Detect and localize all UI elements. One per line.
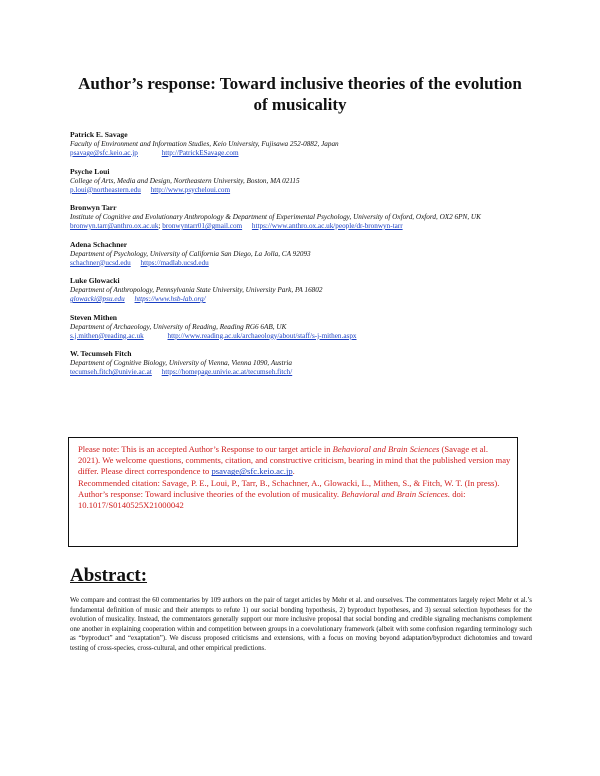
author-email-link[interactable]: glowacki@psu.edu [70,295,125,303]
author-email-link[interactable]: psavage@sfc.keio.ac.jp [70,149,138,157]
author-contacts [70,332,540,342]
author-contacts [70,149,540,159]
author-email-link[interactable]: tecumseh.fitch@univie.ac.at [70,368,152,376]
author-email-link[interactable]: schachner@ucsd.edu [70,258,131,267]
author-entry [70,167,540,196]
author-website-link[interactable]: https://madlab.ucsd.edu [140,258,209,267]
author-contacts [70,295,540,305]
author-website-link[interactable]: http://www.psycheloui.com [150,185,231,194]
author-affiliation: Faculty of Environment and Information Studies, Keio University, Fujisawa 252-0882, Japan [70,140,339,148]
author-email-link[interactable]: s.j.mithen@reading.ac.uk [70,331,144,340]
citation-journal-name: Behavioral and Brain Sciences. [341,488,451,499]
author-affiliation: College of Arts, Media and Design, Northeastern University, Boston, MA 02115 [70,176,300,185]
author-contacts [70,186,540,196]
notice-paragraph [78,444,511,478]
title-line-1: Author’s response: Toward inclusive theories of the evolution [78,74,522,93]
author-name: Patrick E. Savage [70,130,128,139]
author-email-link[interactable]: p.loui@northeastern.edu [70,185,141,194]
citation-text: Recommended citation: Savage, P. E., Loui, P., Tarr, B., Schachner, A., Glowacki, L., Mithen, S., & Fitch, W. T. (In press). Author’s response: Toward inclusive theories of the evolution of musicality. [78,477,500,499]
author-entry [70,313,540,342]
author-entry [70,349,540,378]
correspondence-email-link[interactable]: psavage@sfc.keio.ac.jp [211,466,293,477]
notice-text: Please note: This is an accepted Author’s Response to our target article in [78,444,333,454]
notice-text: . [292,466,295,477]
author-website-link[interactable]: https://www.hsb-lab.org/ [134,295,206,303]
citation-paragraph [78,478,511,512]
abstract-heading: Abstract: [70,565,148,586]
author-name: Luke Glowacki [70,276,120,285]
author-affiliation: Department of Archaeology, University of Reading, Reading RG6 6AB, UK [70,322,287,331]
author-list [70,130,540,386]
author-email-link-secondary[interactable]: bronwyntarr01@gmail.com [162,222,243,230]
author-email-link[interactable]: bronwyn.tarr@anthro.ox.ac.uk [70,222,159,230]
author-contacts: bronwyn.tarr@anthro.ox.ac.uk; bronwyntarr01@gmail.com https://www.anthro.ox.ac.uk/people/dr-bronwyn-tarr [70,222,403,230]
paper-title [60,73,540,115]
author-entry [70,130,540,159]
author-affiliation: Department of Psychology, University of California San Diego, La Jolla, CA 92093 [70,249,311,258]
author-name: Steven Mithen [70,312,118,322]
author-affiliation: Department of Cognitive Biology, University of Vienna, Vienna 1090, Austria [70,359,292,367]
author-affiliation: Institute of Cognitive and Evolutionary Anthropology & Department of Experimental Psychology, University of Oxford, Oxford, OX2 6PN, UK [70,213,481,221]
author-contacts [70,259,540,269]
author-name: Adena Schachner [70,239,128,249]
notice-journal-name: Behavioral and Brain Sciences [332,444,440,454]
acceptance-notice-box [68,437,518,547]
author-website-link[interactable]: https://homepage.univie.ac.at/tecumseh.fitch/ [161,368,293,376]
citation-doi: doi: 10.1017/S0140525X21000042 [78,488,466,511]
author-entry [70,276,540,305]
author-affiliation: Department of Anthropology, Pennsylvania State University, University Park, PA 16802 [70,286,323,294]
author-website-link[interactable]: https://www.anthro.ox.ac.uk/people/dr-bronwyn-tarr [251,222,403,230]
abstract-text: We compare and contrast the 60 commentaries by 109 authors on the pair of target articles by Mehr et al. and ourselves. The commentators largely reject Mehr et al.’s fundamental definition of music and their attempts to refute 1) our social bonding hypothesis, 2) byproduct hypotheses, and 3) sexual selection hypotheses for the evolution of musicality. Instead, the commentators generally support our more inclusive proposal that social bonding and credible signaling mechanisms complement one another in explaining cooperation within and competition between groups in a coevolutionary framework (albeit with some confusion regarding terminology such as “byproduct” and “exaptation”). We discuss proposed criticisms and extensions, with a focus on moving beyond adaptation/byproduct dichotomies and toward testing of cross-species, cross-cultural, and other empirical predictions. [70,597,532,652]
title-line-2: of musicality [253,95,347,114]
author-name: Bronwyn Tarr [70,203,117,212]
author-entry [70,203,540,232]
author-website-link[interactable]: http://www.reading.ac.uk/archaeology/about/staff/s-j-mithen.aspx [167,331,357,340]
author-website-link[interactable]: http://PatrickESavage.com [161,149,239,157]
author-name: Psyche Loui [70,166,110,176]
author-entry [70,240,540,269]
author-contacts [70,368,540,378]
notice-text: (Savage et al. 2021). We welcome questions, comments, citation, and constructive criticism, bearing in mind that the published version may differ. Please direct correspondence to [78,444,511,477]
author-name: W. Tecumseh Fitch [70,349,132,358]
